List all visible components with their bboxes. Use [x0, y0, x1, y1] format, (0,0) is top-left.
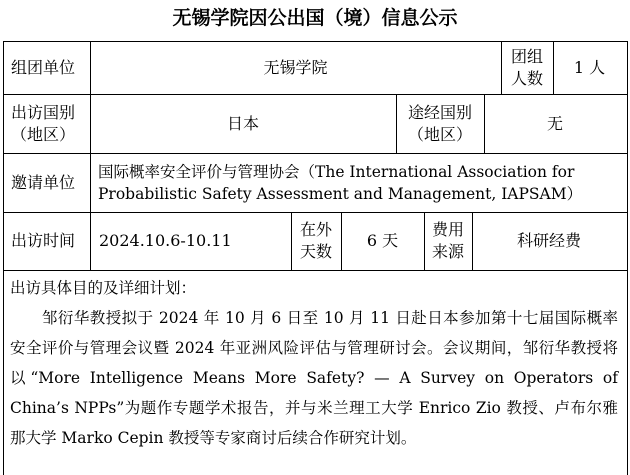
transit-label: 途经国别 （地区）: [407, 102, 472, 144]
detail-body: 邹衍华教授拟于 2024 年 10 月 6 日至 10 月 11 日赴日本参加第十七届国际概率安全评价与管理会议暨 2024 年亚洲风险评估与管理研讨会。会议期间，邹衍华教授将以“More Intelligence Means More Safety? — A Survey on Operators of China’s NPPs”为题作专题学术报告，并与米兰理工大学 Enrico Zio 教授、卢布尔雅那大学 Marko Cepin 教授等专家商讨后续合作研究计划。: [10, 309, 618, 447]
page-title: 无锡学院因公出国（境）信息公示: [172, 7, 458, 29]
row-divider: [4, 270, 627, 271]
detail-heading: 出访具体目的及详细计划：: [10, 279, 197, 297]
time-value: 2024.10.6-10.11: [99, 231, 232, 250]
inviter-label: 邀请单位: [11, 172, 76, 192]
time-label: 出访时间: [11, 231, 76, 250]
inviter-value: 国际概率安全评价与管理协会（The International Association for Probabilistic Safety Assessment and Management, IAPSAM）: [98, 162, 583, 203]
days-value: 6 天: [366, 231, 399, 250]
country-value: 日本: [226, 113, 259, 133]
group-size-value: 1 人: [573, 58, 606, 77]
fund-value: 科研经费: [516, 231, 581, 250]
group-size-label: 团组 人数: [510, 47, 543, 88]
info-table: [3, 41, 628, 475]
fund-label: 费用 来源: [431, 220, 464, 261]
detail-section: [4, 273, 624, 453]
days-label: 在外 天数: [299, 220, 332, 261]
transit-value: 无: [546, 113, 563, 133]
group-unit-value: 无锡学院: [263, 58, 328, 77]
group-unit-label: 组团单位: [11, 58, 76, 77]
country-label: 出访国别 （地区）: [11, 102, 76, 144]
